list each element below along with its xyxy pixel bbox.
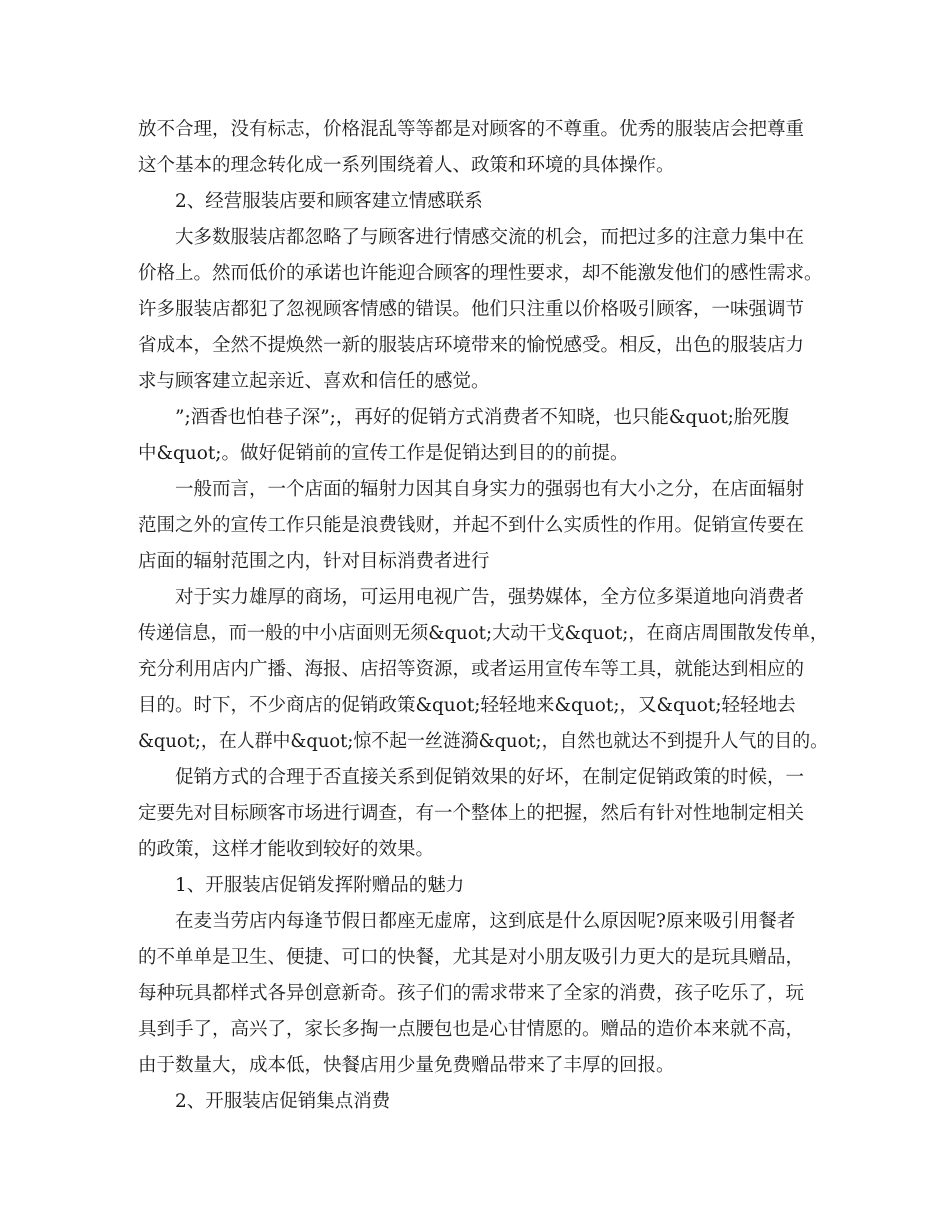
text-line: 对于实力雄厚的商场，可运用电视广告，强势媒体，全方位多渠道地向消费者	[175, 587, 805, 608]
text-line: 这个基本的理念转化成一系列围绕着人、政策和环境的具体操作。	[138, 155, 675, 176]
text-line: 的不单单是卫生、便捷、可口的快餐，尤其是对小朋友吸引力更大的是玩具赠品，	[138, 947, 805, 968]
text-line: 中&quot;。做好促销前的宣传工作是促销达到目的的前提。	[138, 443, 629, 464]
text-line: ”;酒香也怕巷子深”;，再好的促销方式消费者不知晓，也只能&quot;胎死腹	[175, 407, 790, 428]
document-body	[138, 112, 828, 1120]
text-line: 2、开服装店促销集点消费	[175, 1091, 391, 1112]
text-line: 大多数服装店都忽略了与顾客进行情感交流的机会，而把过多的注意力集中在	[175, 227, 805, 248]
text-line: 在麦当劳店内每逢节假日都座无虚席，这到底是什么原因呢?原来吸引用餐者	[175, 911, 796, 932]
text-line: 促销方式的合理于否直接关系到促销效果的好坏，在制定促销政策的时候，一	[175, 767, 805, 788]
text-line: 的政策，这样才能收到较好的效果。	[138, 839, 435, 860]
text-line: 由于数量大，成本低，快餐店用少量免费赠品带来了丰厚的回报。	[138, 1055, 675, 1076]
text-line: 1、开服装店促销发挥附赠品的魅力	[175, 875, 465, 896]
text-line: 每种玩具都样式各异创意新奇。孩子们的需求带来了全家的消费，孩子吃乐了，玩	[138, 983, 805, 1004]
text-line: 范围之外的宣传工作只能是浪费钱财，并起不到什么实质性的作用。促销宣传要在	[138, 515, 805, 536]
text-line: 目的。时下，不少商店的促销政策&quot;轻轻地来&quot;，又&quot;轻轻地去	[138, 695, 796, 716]
text-line: 一般而言，一个店面的辐射力因其自身实力的强弱也有大小之分，在店面辐射	[175, 479, 805, 500]
text-line: 充分利用店内广播、海报、店招等资源，或者运用宣传车等工具，就能达到相应的	[138, 659, 805, 680]
text-line: &quot;，在人群中&quot;惊不起一丝涟漪&quot;，自然也就达不到提升人气的目的。	[138, 731, 828, 752]
text-line: 传递信息，而一般的中小店面则无须&quot;大动干戈&quot;，在商店周围散发传单，	[138, 623, 828, 644]
text-line: 定要先对目标顾客市场进行调查，有一个整体上的把握，然后有针对性地制定相关	[138, 803, 805, 824]
text-line: 省成本，全然不提焕然一新的服装店环境带来的愉悦感受。相反，出色的服装店力	[138, 335, 805, 356]
text-line: 求与顾客建立起亲近、喜欢和信任的感觉。	[138, 371, 490, 392]
text-line: 许多服装店都犯了忽视顾客情感的错误。他们只注重以价格吸引顾客，一味强调节	[138, 299, 805, 320]
text-line: 价格上。然而低价的承诺也许能迎合顾客的理性要求，却不能激发他们的感性需求。	[138, 263, 823, 284]
text-line: 具到手了，高兴了，家长多掏一点腰包也是心甘情愿的。赠品的造价本来就不高，	[138, 1019, 805, 1040]
text-line: 店面的辐射范围之内，针对目标消费者进行	[138, 551, 490, 572]
text-line: 2、经营服装店要和顾客建立情感联系	[175, 191, 483, 212]
text-line: 放不合理，没有标志，价格混乱等等都是对顾客的不尊重。优秀的服装店会把尊重	[138, 119, 805, 140]
